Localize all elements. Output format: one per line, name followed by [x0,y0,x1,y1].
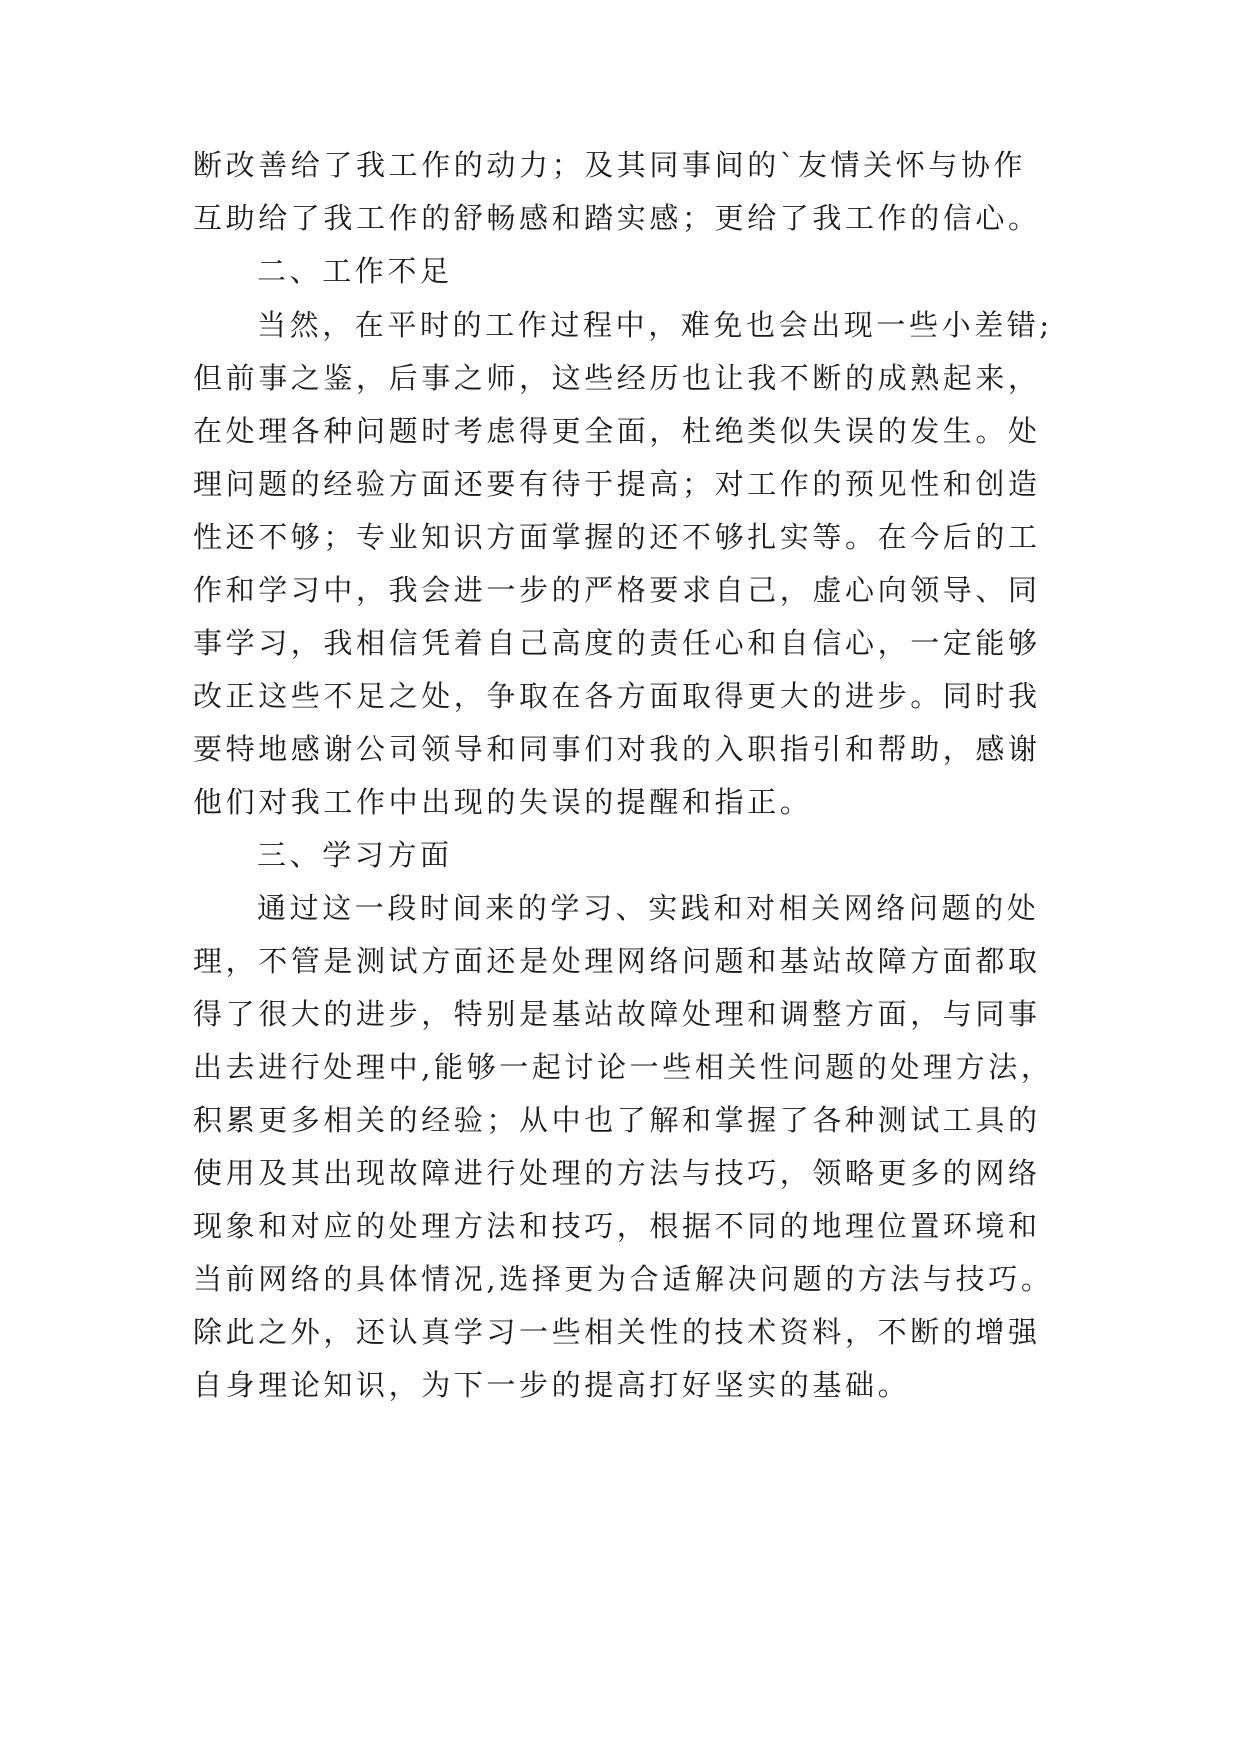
text-line: 在处理各种问题时考虑得更全面，杜绝类似失误的发生。处 [193,414,1041,448]
text-line: 事学习，我相信凭着自己高度的责任心和自信心，一定能够 [193,626,1041,660]
text-line: 要特地感谢公司领导和同事们对我的入职指引和帮助，感谢 [193,732,1041,766]
text-line: 得了很大的进步，特别是基站故障处理和调整方面，与同事 [193,997,1041,1031]
text-line: 自身理论知识，为下一步的提高打好坚实的基础。 [193,1368,911,1402]
text-line: 理，不管是测试方面还是处理网络问题和基站故障方面都取 [193,944,1041,978]
text-line: 他们对我工作中出现的失误的提醒和指正。 [193,785,813,819]
text-line: 理问题的经验方面还要有待于提高；对工作的预见性和创造 [193,467,1041,501]
section-heading: 二、工作不足 [257,254,453,288]
text-line: 除此之外，还认真学习一些相关性的技术资料，不断的增强 [193,1315,1041,1349]
section-heading: 三、学习方面 [257,838,453,872]
text-line: 通过这一段时间来的学习、实践和对相关网络问题的处 [257,891,1040,925]
text-line: 断改善给了我工作的动力；及其同事间的`友情关怀与协作 [193,148,1027,182]
text-line: 但前事之鉴，后事之师，这些经历也让我不断的成熟起来， [193,361,1041,395]
text-line: 积累更多相关的经验；从中也了解和掌握了各种测试工具的 [193,1103,1041,1137]
text-line: 作和学习中，我会进一步的严格要求自己，虚心向领导、同 [193,573,1041,607]
text-line: 当前网络的具体情况,选择更为合适解决问题的方法与技巧。 [193,1262,1054,1296]
text-line: 互助给了我工作的舒畅感和踏实感；更给了我工作的信心。 [193,201,1041,235]
text-line: 当然，在平时的工作过程中，难免也会出现一些小差错; [257,308,1053,342]
text-line: 出去进行处理中,能够一起讨论一些相关性问题的处理方法， [193,1050,1054,1084]
text-line: 性还不够；专业知识方面掌握的还不够扎实等。在今后的工 [193,520,1041,554]
text-line: 现象和对应的处理方法和技巧，根据不同的地理位置环境和 [193,1209,1041,1243]
text-line: 改正这些不足之处，争取在各方面取得更大的进步。同时我 [193,679,1041,713]
text-line: 使用及其出现故障进行处理的方法与技巧，领略更多的网络 [193,1156,1041,1190]
